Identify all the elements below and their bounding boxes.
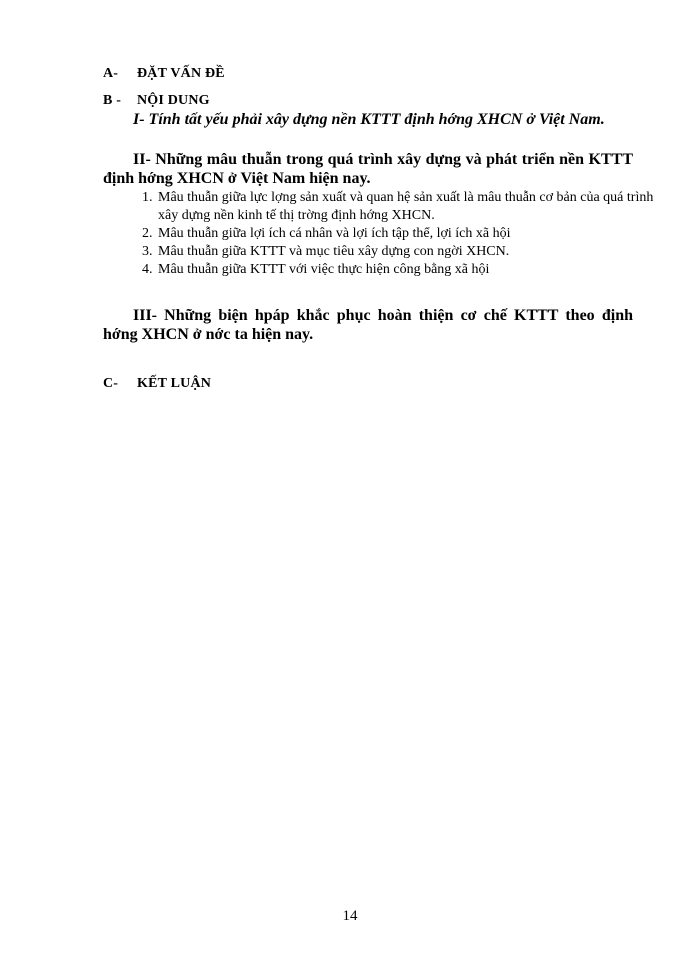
list-item: 3. Mâu thuẫn giữa KTTT và mục tiêu xây dựng con ngời XHCN. (156, 243, 661, 261)
list-item: 2. Mâu thuẫn giữa lợi ích cá nhân và lợi ích tập thể, lợi ích xã hội (156, 225, 661, 243)
section-c-heading (103, 376, 211, 392)
section-c-letter: C- (103, 376, 119, 391)
section-c-title: KẾT LUẬN (137, 376, 212, 391)
part-1-heading: I- Tính tất yếu phải xây dựng nền KTTT định hớng XHCN ở Việt Nam. (133, 111, 605, 128)
part-3-heading: III- Những biện hpáp khắc phục hoàn thiện cơ chế KTTT theo định hớng XHCN ở nớc ta hiện nay. (103, 307, 633, 343)
section-b-heading (103, 93, 210, 109)
section-b-title: NỘI DUNG (137, 93, 210, 108)
section-a-letter: A- (103, 66, 119, 81)
page-number: 14 (342, 908, 358, 924)
list-item: 1. Mâu thuẫn giữa lực lợng sản xuất và quan hệ sản xuất là mâu thuẫn cơ bản của quá trình xây dựng nền kinh tế thị trờng định hớng XHCN. (156, 189, 661, 225)
part-2-list (128, 189, 661, 279)
section-a-title: ĐẶT VẤN ĐỀ (137, 66, 225, 81)
section-a-heading (103, 66, 225, 82)
list-item: 4. Mâu thuẫn giữa KTTT với việc thực hiện công bằng xã hội (156, 261, 661, 279)
section-b-letter: B - (103, 93, 122, 108)
part-2-heading: II- Những mâu thuẫn trong quá trình xây dựng và phát triển nền KTTT định hớng XHCN ở Việt Nam hiện nay. (103, 151, 633, 187)
